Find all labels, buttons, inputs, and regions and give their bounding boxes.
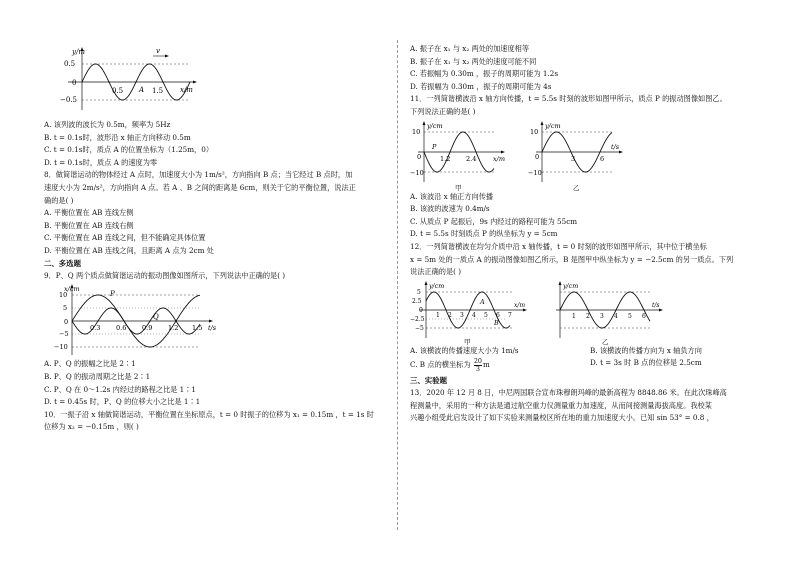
- fig12b-tick-x: 5: [628, 312, 632, 320]
- right-column: [410, 44, 750, 426]
- fig12a-tick-x: 3: [460, 311, 464, 319]
- fraction-denominator: 3: [475, 364, 480, 373]
- q12-options-row-1: [410, 346, 740, 355]
- q11-option-a: A. 该波沿 x 轴正方向传播: [410, 191, 494, 201]
- q12-option-b: B. 该横波的传播方向为 x 轴负方向: [590, 345, 702, 355]
- q10-option-d: D. 若振幅为 0.30m ，振子的周期可能为 4s: [410, 81, 552, 91]
- figure-vibration-q11-yi: [528, 120, 628, 192]
- fig11a-tick-y: 10: [412, 127, 421, 136]
- fig12a-tick-y: 2.5: [412, 297, 422, 305]
- q10-option-a: A. 振子在 x₁ 与 x₂ 两处的加速度相等: [410, 44, 530, 53]
- fig11a-xlabel: x/m: [493, 154, 506, 163]
- q10-option-b: B. 振子在 x₁ 与 x₂ 两处的速度可能不同: [410, 56, 537, 66]
- q8-option-d: D. 平衡位置在 AB 连线之间，且距离 A 点为 2cm 处: [44, 245, 214, 255]
- fig9-tick-y: 0: [64, 318, 69, 327]
- fig12a-caption: 甲: [464, 337, 471, 346]
- fig12b-tick-x: 4: [614, 312, 618, 320]
- fig11a-tick-x: 1.2: [440, 154, 451, 163]
- fig9-tick-x: 0.3: [90, 324, 101, 333]
- fig9-xlabel: t/s: [208, 324, 217, 333]
- fig11b-tick-y: 10: [530, 127, 539, 136]
- fig12a-tick-x: 4: [472, 311, 476, 319]
- fig11a-ylabel: y/cm: [427, 121, 443, 130]
- fig12b-xlabel: t/s: [652, 301, 660, 309]
- q12-option-c-text: C. B 点的横坐标为: [410, 360, 471, 370]
- fig11a-caption: 甲: [455, 183, 462, 192]
- figure-wave-q7: [54, 44, 204, 116]
- fig11b-xlabel: t/s: [611, 142, 620, 151]
- fig7-velocity-label: v: [156, 47, 160, 55]
- q9-option-b: B. P、Q 的振动周期之比是 2∶1: [44, 371, 151, 381]
- left-column: [44, 44, 382, 435]
- fig11b-tick-x: 3: [571, 154, 576, 163]
- fig11a-point-P: P: [432, 142, 437, 151]
- fig12a-tick-y: 5: [417, 288, 421, 296]
- q11-stem-line: 11．一列简谐横波沿 x 轴方向传播，t = 5.5s 时刻的波形如图甲所示，质点 P 的振动图像如图乙。: [410, 94, 727, 104]
- fig12a-point-B: B: [494, 318, 499, 327]
- q12-stem-line: 说法正确的是( ): [410, 267, 462, 277]
- fig12b-tick-x: 6: [642, 312, 646, 320]
- q13-stem-line: 13．2020 年 12 月 8 日，中尼两国联合宣布珠穆朗玛峰的最新高程为 8848.86 米。在此次珠峰高: [410, 387, 727, 397]
- q12-figures: [410, 280, 750, 346]
- fraction-numerator: 20: [473, 357, 482, 366]
- q10-stem-line: 10．一振子沿 x 轴做简谐运动，平衡位置在坐标原点，t = 0 时振子的位移为 x₁ = 0.15m ，t = 1s 时: [44, 409, 374, 419]
- q8-option-a: A. 平衡位置在 AB 连线左侧: [44, 208, 134, 218]
- section-multiple-choice: 二、多选题: [44, 258, 81, 268]
- figure-vibration-q9: [50, 283, 220, 359]
- q12-option-d: D. t = 3s 时 B 点的位移是 2.5cm: [590, 358, 702, 368]
- q10-stem-line: 位移为 x₂ = −0.15m ，则( ): [44, 422, 139, 432]
- q9-option-c: C. P、Q 在 0～1.2s 内经过的路程之比是 1∶1: [44, 384, 196, 394]
- fig11a-tick-x: 2.4: [466, 154, 477, 163]
- fig12b-ylabel: y/cm: [563, 282, 579, 290]
- q12-options-row-2: [410, 358, 740, 372]
- fig9-tick-y: 10: [59, 291, 68, 300]
- q7-option-a: A. 该列波的波长为 0.5m，频率为 5Hz: [44, 120, 171, 129]
- fig9-ylabel: x/cm: [64, 285, 80, 294]
- fig7-tick-x: 1.5: [152, 87, 164, 95]
- fig9-label-Q: Q: [153, 313, 159, 322]
- fig9-tick-x: 0.6: [116, 324, 127, 333]
- fig11a-tick-y: 0: [417, 152, 422, 161]
- fig12b-caption: 乙: [602, 337, 609, 346]
- q9-stem: 9．P、Q 两个质点做简谐运动的振动图像如图所示，下列说法中正确的是( ): [44, 270, 286, 280]
- fig12b-tick-x: 1: [572, 312, 576, 320]
- q7-option-d: D. t = 0.1s时，质点 A 的速度为零: [44, 157, 158, 167]
- fig12a-ylabel: y/cm: [429, 282, 445, 290]
- q8-stem-line: 确的是( ): [44, 195, 74, 205]
- figure-vibration-q12-yi: [550, 280, 672, 346]
- q11-option-b: B. 该波的波速为 0.4m/s: [410, 204, 490, 214]
- fig12b-tick-x: 2: [586, 312, 590, 320]
- q9-option-a: A. P、Q 的振幅之比是 2∶1: [44, 359, 136, 369]
- fig12a-tick-x: 6: [496, 311, 500, 319]
- fig9-tick-x: 0.9: [142, 324, 153, 333]
- fig12a-tick-x: 2: [448, 311, 452, 319]
- q12-stem-line: x = 5m 处的一质点 A 的振动图像如图乙所示，B 是图甲中纵坐标为 y = −2.5cm 的另一质点。下列: [410, 254, 734, 264]
- fig9-tick-x: 1.5: [192, 324, 203, 333]
- column-divider: [397, 40, 398, 530]
- fig7-tick-x: 0.5: [112, 87, 124, 95]
- section-experiment: 三、实验题: [410, 375, 447, 385]
- q12-option-c: [410, 358, 490, 372]
- fig12a-tick-y: −5: [415, 324, 424, 332]
- fig11b-ylabel: y/cm: [545, 121, 561, 130]
- q11-figures: [410, 120, 750, 192]
- fig9-tick-y: −10: [54, 343, 68, 352]
- q7-option-c: C. t = 0.1s时，质点 A 的位置坐标为（1.25m，0）: [44, 145, 214, 155]
- fig11b-caption: 乙: [573, 183, 580, 192]
- q12-stem-line: 12．一列简谐横波在均匀介质中沿 x 轴传播，t = 0 时刻的波形如图甲所示，其中位于横坐标: [410, 241, 707, 251]
- fig12b-tick-x: 3: [600, 312, 604, 320]
- fig7-point-A: A: [139, 86, 145, 94]
- q12-option-c-fraction: [474, 358, 482, 372]
- figure-wave-q11-jia: [410, 120, 510, 192]
- fig12a-point-A: A: [480, 297, 485, 306]
- fig7-tick-y: −0.5: [60, 96, 77, 104]
- q7-option-b: B. t = 0.1s时，波形沿 x 轴正方向移动 0.5m: [44, 132, 191, 142]
- q8-stem-line: 速度大小为 2m/s²，方向指向 A 点。若 A 、B 之间的距离是 6cm，则关于它的平衡位置，说法正: [44, 182, 356, 192]
- fig12a-tick-y: 0: [419, 306, 423, 314]
- fig11a-tick-y: −10: [410, 168, 424, 177]
- q13-stem-line: 兴趣小组受此启发设计了如下实验来测量校区所在地的重力加速度大小。已知 sin 53° = 0.8 ，: [410, 413, 714, 423]
- fig9-tick-x: 1.2: [168, 324, 179, 333]
- fig11b-tick-x: 6: [600, 154, 605, 163]
- fig12a-tick-x: 7: [508, 311, 512, 319]
- q9-option-d: D. t = 0.45s 时，P、Q 的位移大小之比是 1∶1: [44, 397, 201, 407]
- fig9-tick-y: −5: [59, 330, 69, 339]
- q8-option-c: C. 平衡位置在 AB 连线之间，但不能确定具体位置: [44, 233, 206, 243]
- fig12a-tick-x: 1: [436, 311, 440, 319]
- q10-option-c: C. 若振幅为 0.30m ，振子的周期可能为 1.2s: [410, 69, 559, 79]
- q8-option-b: B. 平衡位置在 AB 连线右侧: [44, 220, 134, 230]
- fig11b-tick-y: −10: [528, 168, 542, 177]
- q13-stem-line: 程测量中，采用的一种方法是通过航空重力仪测量重力加速度，从而间接测量海拔高度。我校某: [410, 400, 712, 410]
- figure-wave-q12-jia: [410, 280, 532, 346]
- q11-option-d: D. t = 5.5s 时刻质点 P 的纵坐标为 y = 5cm: [410, 229, 558, 239]
- fig7-tick-y: 0.5: [64, 60, 76, 68]
- fig9-label-P: P: [110, 290, 115, 299]
- q12-option-c-unit: m: [482, 360, 490, 370]
- fig12a-tick-y: −2.5: [410, 315, 425, 323]
- q12-option-a: A. 该横波的传播速度大小为 1m/s: [410, 345, 519, 355]
- fig7-tick-y: 0: [72, 79, 77, 87]
- q8-stem-line: 8．做简谐运动的物体经过 A 点时，加速度大小为 1m/s²，方向指向 B 点；当它经过 B 点时，加: [44, 170, 353, 180]
- fig12a-xlabel: x/m: [514, 301, 526, 309]
- fig9-tick-y: 5: [63, 304, 68, 313]
- fig12a-tick-x: 5: [484, 311, 488, 319]
- fig7-xlabel: x/m: [180, 86, 193, 94]
- q11-option-c: C. 从质点 P 起振后，9s 内经过的路程可能为 55cm: [410, 216, 578, 226]
- q11-stem-line: 下列说法正确的是( ): [410, 106, 476, 116]
- fig11b-tick-y: 0: [535, 152, 540, 161]
- fig7-ylabel: y/m: [72, 48, 85, 56]
